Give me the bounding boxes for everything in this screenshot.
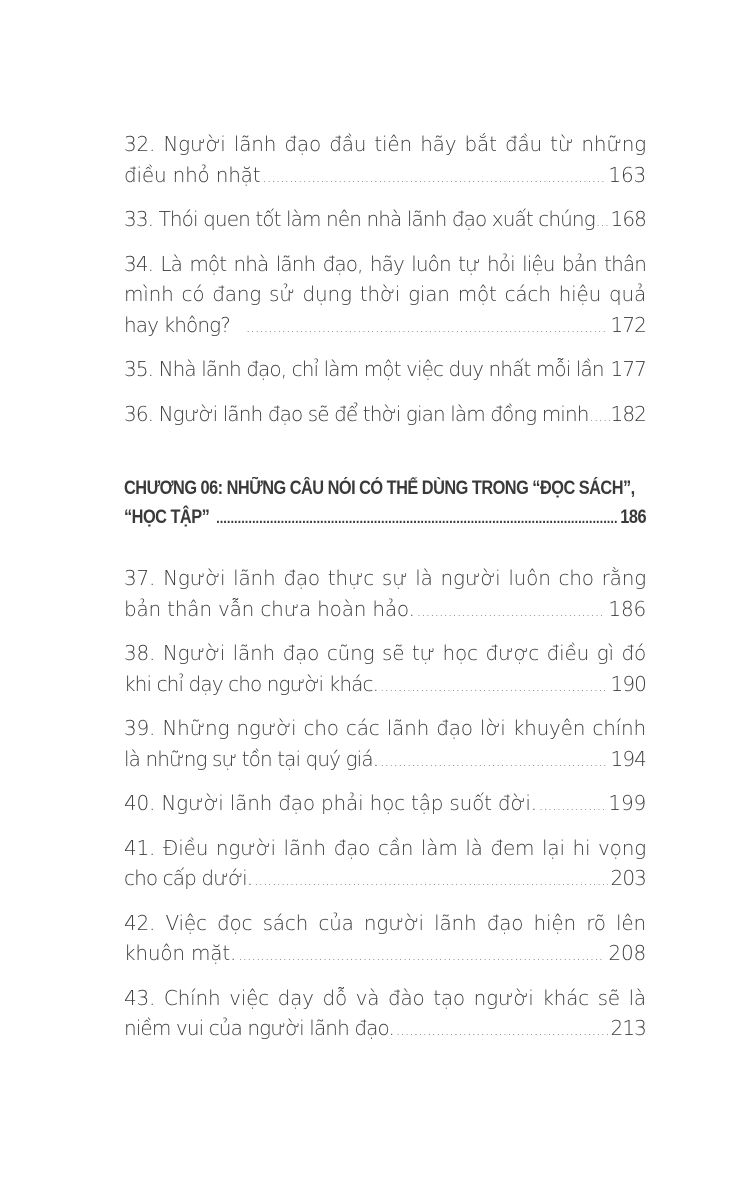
toc-entry-text: là những sự tồn tại quý giá. (124, 746, 379, 771)
page-number: 213 (610, 1016, 646, 1040)
toc-entry-text: bản thân vẫn chưa hoàn hảo. (124, 596, 415, 621)
toc-entry-leader-line (124, 310, 646, 344)
toc-entry-32 (124, 129, 646, 193)
toc-entry-leader-line (124, 354, 646, 388)
toc-entry-text: 38. Người lãnh đạo cũng sẽ tự học được điều gì đó (124, 641, 646, 665)
toc-entry-text: khuôn mặt. (124, 941, 237, 965)
page-number: 177 (610, 357, 646, 381)
toc-entry-leader-line (124, 744, 646, 778)
chapter-title-cont: “HỌC TẬP” (124, 507, 210, 528)
toc-entry-33 (124, 204, 646, 238)
toc-entry-text: mình có đang sử dụng thời gian một cách hiệu quả (124, 282, 646, 306)
page-number: 203 (610, 866, 646, 890)
toc-entry-text: 34. Là một nhà lãnh đạo, hãy luôn tự hỏi liệu bản thân (124, 251, 646, 276)
dot-leader (238, 941, 605, 972)
toc-entry-text: 39. Những người cho các lãnh đạo lời khuyên chính (124, 716, 646, 740)
dot-leader (596, 207, 610, 238)
toc-entry-text: 40. Người lãnh đạo phải học tập suốt đời. (124, 791, 537, 815)
toc-entry-35 (124, 354, 646, 388)
toc-entry-leader-line (124, 788, 646, 822)
page-number: 190 (610, 671, 646, 696)
toc-entry-37 (124, 563, 646, 627)
toc-entry-leader-line (124, 938, 646, 972)
toc-entry-text: 41. Điều người lãnh đạo cần làm là đem lại hi vọng (124, 835, 646, 860)
toc-entry-text: 42. Việc đọc sách của người lãnh đạo hiện rõ lên (124, 910, 646, 935)
toc-entry-text: hay không? (124, 312, 230, 337)
toc-entry-text: cho cấp dưới. (124, 866, 253, 890)
chapter-title: CHƯƠNG 06: NHỮNG CÂU NÓI CÓ THỂ DÙNG TRONG “ĐỌC SÁCH”, (124, 478, 635, 499)
dot-leader (417, 597, 606, 628)
chapter-heading (124, 474, 646, 533)
toc-entry-leader-line (124, 594, 646, 628)
table-of-contents (124, 129, 646, 1058)
toc-entry-leader-line (124, 863, 646, 897)
toc-entry-leader-line (124, 204, 646, 238)
toc-entry-36 (124, 399, 646, 433)
toc-entry-39 (124, 713, 646, 777)
page-number: 208 (608, 941, 646, 965)
dot-leader (262, 163, 605, 194)
page-number: 186 (620, 507, 647, 528)
page-number: 168 (610, 207, 646, 231)
page-number: 186 (608, 596, 646, 621)
toc-entry-41 (124, 833, 646, 897)
toc-entry-text: 33. Thói quen tốt làm nên nhà lãnh đạo xuất chúng (124, 207, 595, 231)
dot-leader (609, 357, 610, 388)
toc-entry-text: khi chỉ dạy cho người khác. (124, 671, 379, 696)
page-number: 199 (608, 791, 646, 815)
dot-leader (396, 1016, 608, 1047)
toc-entry-34 (124, 249, 646, 344)
toc-entry-text: 32. Người lãnh đạo đầu tiên hãy bắt đầu từ những (124, 132, 646, 156)
toc-entry-text: điều nhỏ nhặt (124, 162, 261, 187)
page-number: 182 (610, 401, 646, 426)
chapter-leader-line (124, 503, 646, 533)
page-number: 163 (608, 162, 646, 187)
toc-entry-text: niềm vui của người lãnh đạo. (124, 1016, 394, 1040)
toc-entry-text: 37. Người lãnh đạo thực sự là người luôn cho rằng (124, 566, 646, 590)
dot-leader (380, 672, 607, 703)
dot-leader (380, 747, 607, 778)
toc-entry-text: 35. Nhà lãnh đạo, chỉ làm một việc duy nhất mỗi lần (124, 357, 604, 381)
dot-leader (216, 504, 617, 533)
dot-leader (590, 402, 610, 433)
toc-entry-leader-line (124, 160, 646, 194)
page-number: 194 (610, 746, 646, 771)
toc-entry-leader-line (124, 669, 646, 703)
toc-entry-leader-line (124, 1013, 646, 1047)
toc-entry-40 (124, 788, 646, 822)
toc-entry-42 (124, 908, 646, 972)
page-number: 172 (610, 312, 646, 337)
toc-entry-text: 36. Người lãnh đạo sẽ để thời gian làm đồng minh (124, 401, 589, 426)
toc-entry-leader-line (124, 399, 646, 433)
toc-entry-43 (124, 983, 646, 1047)
dot-leader (246, 313, 608, 344)
toc-entry-38 (124, 638, 646, 702)
dot-leader (254, 866, 607, 897)
dot-leader (539, 791, 606, 822)
toc-entry-text: 43. Chính việc dạy dỗ và đào tạo người khác sẽ là (124, 985, 646, 1010)
